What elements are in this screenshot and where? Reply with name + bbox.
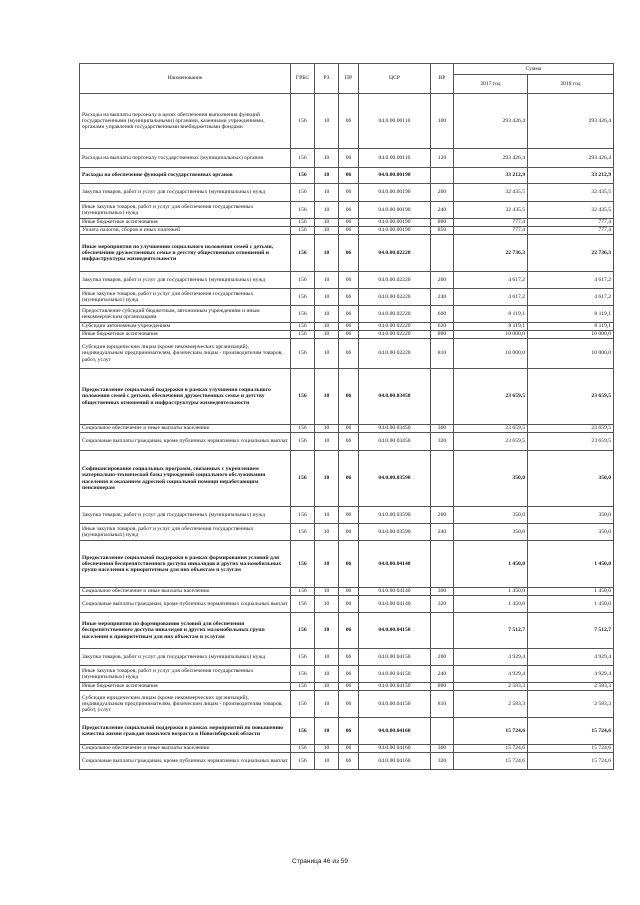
cell-vr	[431, 235, 454, 272]
cell-pr: 06	[339, 339, 359, 369]
cell-sum-2017: 32 435,5	[454, 184, 528, 202]
cell-grbs: 156	[291, 149, 315, 168]
cell-name: Предоставление социальной поддержки в рамках формирования условий для обеспечения беспрепятственного доступа инвалидов и других маломобильных групп населения к приоритетным для них объектам и услугам	[80, 541, 291, 588]
cell-name: Предоставление социальной поддержки в рамках мероприятий по повышению качества жизни граждан пожилого возраста в Новосибирской области	[80, 718, 291, 745]
cell-csr: 04.0.00.00190	[359, 168, 431, 184]
cell-rz: 10	[315, 613, 339, 649]
cell-pr: 06	[339, 718, 359, 745]
cell-rz: 10	[315, 718, 339, 745]
cell-name: Социальное обеспечение и иные выплаты населению	[80, 588, 291, 596]
cell-rz: 10	[315, 683, 339, 691]
cell-pr: 06	[339, 596, 359, 613]
cell-sum-2018: 4 617,2	[528, 272, 614, 289]
table-row	[80, 306, 614, 323]
cell-rz: 10	[315, 745, 339, 753]
table-row-section	[80, 451, 614, 507]
cell-rz: 10	[315, 219, 339, 227]
cell-sum-2017: 2 583,3	[454, 691, 528, 718]
cell-vr: 620	[431, 323, 454, 331]
cell-csr: 04.0.00.00110	[359, 149, 431, 168]
cell-csr: 04.0.00.02220	[359, 235, 431, 272]
cell-grbs: 156	[291, 718, 315, 745]
cell-grbs: 156	[291, 433, 315, 451]
cell-name: Социальное обеспечение и иные выплаты населению	[80, 745, 291, 753]
cell-csr: 04.0.00.04150	[359, 613, 431, 649]
cell-vr: 200	[431, 507, 454, 524]
cell-pr: 06	[339, 745, 359, 753]
cell-vr: 200	[431, 272, 454, 289]
cell-grbs: 156	[291, 666, 315, 683]
cell-name: Закупка товаров, работ и услуг для государственных (муниципальных) нужд	[80, 649, 291, 666]
cell-pr: 06	[339, 227, 359, 235]
cell-sum-2017: 4 929,4	[454, 666, 528, 683]
cell-csr: 04.0.00.03450	[359, 433, 431, 451]
cell-sum-2018: 4 929,4	[528, 649, 614, 666]
cell-grbs: 156	[291, 184, 315, 202]
cell-csr: 04.0.00.00190	[359, 184, 431, 202]
cell-sum-2017: 350,0	[454, 507, 528, 524]
cell-sum-2018: 1 450,0	[528, 588, 614, 596]
cell-vr: 800	[431, 683, 454, 691]
cell-name: Иные закупки товаров, работ и услуг для обеспечения государственных (муниципальных) нужд	[80, 524, 291, 541]
table-row	[80, 649, 614, 666]
cell-sum-2017: 23 659,5	[454, 425, 528, 433]
cell-sum-2017: 8 119,1	[454, 306, 528, 323]
cell-pr: 06	[339, 433, 359, 451]
cell-vr	[431, 369, 454, 425]
cell-sum-2018: 4 929,4	[528, 666, 614, 683]
cell-grbs: 156	[291, 613, 315, 649]
cell-name: Иные бюджетные ассигнования	[80, 683, 291, 691]
cell-name: Социальное обеспечение и иные выплаты населению	[80, 425, 291, 433]
cell-csr: 04.0.00.04150	[359, 691, 431, 718]
cell-sum-2017: 33 212,9	[454, 168, 528, 184]
cell-sum-2017: 350,0	[454, 451, 528, 507]
cell-sum-2017: 1 450,0	[454, 541, 528, 588]
cell-pr: 06	[339, 425, 359, 433]
table-row	[80, 339, 614, 369]
cell-pr: 06	[339, 235, 359, 272]
cell-grbs: 156	[291, 524, 315, 541]
cell-pr: 06	[339, 451, 359, 507]
cell-vr: 300	[431, 745, 454, 753]
cell-rz: 10	[315, 649, 339, 666]
header-csr: ЦСР	[359, 64, 431, 94]
header-pr: ПР	[339, 64, 359, 94]
cell-sum-2018: 32 435,5	[528, 184, 614, 202]
cell-csr: 04.0.00.00190	[359, 227, 431, 235]
cell-csr: 04.0.00.00190	[359, 202, 431, 219]
header-name: Наименование	[80, 64, 291, 94]
cell-vr: 300	[431, 588, 454, 596]
cell-sum-2018: 293 426,4	[528, 149, 614, 168]
cell-name: Иные бюджетные ассигнования	[80, 331, 291, 339]
cell-pr: 06	[339, 202, 359, 219]
cell-sum-2017: 15 724,6	[454, 753, 528, 770]
table-row-section	[80, 541, 614, 588]
cell-name: Расходы на обеспечение функций государственных органов	[80, 168, 291, 184]
cell-sum-2017: 293 426,4	[454, 94, 528, 149]
cell-rz: 10	[315, 202, 339, 219]
cell-name: Предоставление субсидий бюджетным, автономным учреждениям и иным некоммерческим организациям	[80, 306, 291, 323]
table-row	[80, 588, 614, 596]
cell-sum-2017: 777,4	[454, 227, 528, 235]
header-vr: ВР	[431, 64, 454, 94]
cell-sum-2018: 350,0	[528, 524, 614, 541]
cell-pr: 06	[339, 323, 359, 331]
cell-grbs: 156	[291, 649, 315, 666]
cell-name: Уплата налогов, сборов и иных платежей	[80, 227, 291, 235]
table-row	[80, 524, 614, 541]
cell-grbs: 156	[291, 219, 315, 227]
cell-sum-2018: 15 724,6	[528, 753, 614, 770]
cell-sum-2017: 15 724,6	[454, 718, 528, 745]
cell-sum-2018: 7 512,7	[528, 613, 614, 649]
cell-sum-2018: 15 724,6	[528, 718, 614, 745]
cell-csr: 04.0.00.03590	[359, 524, 431, 541]
cell-pr: 06	[339, 149, 359, 168]
cell-name: Субсидии автономным учреждениям	[80, 323, 291, 331]
cell-rz: 10	[315, 235, 339, 272]
cell-csr: 04.0.00.02220	[359, 272, 431, 289]
cell-rz: 10	[315, 289, 339, 306]
header-grbs: ГРБС	[291, 64, 315, 94]
cell-pr: 06	[339, 219, 359, 227]
cell-grbs: 156	[291, 94, 315, 149]
cell-name: Иные мероприятия по улучшению социального положения семей с детьми, обеспечению дружественных семье и детству общественных отношений и инфраструктуры жизнедеятельности	[80, 235, 291, 272]
cell-name: Закупка товаров, работ и услуг для государственных (муниципальных) нужд	[80, 507, 291, 524]
cell-vr	[431, 451, 454, 507]
cell-rz: 10	[315, 331, 339, 339]
cell-sum-2018: 8 119,1	[528, 306, 614, 323]
cell-sum-2017: 23 659,5	[454, 369, 528, 425]
cell-grbs: 156	[291, 588, 315, 596]
cell-rz: 10	[315, 666, 339, 683]
cell-grbs: 156	[291, 235, 315, 272]
cell-vr: 240	[431, 524, 454, 541]
table-row-section	[80, 369, 614, 425]
cell-csr: 04.0.00.03590	[359, 451, 431, 507]
cell-grbs: 156	[291, 683, 315, 691]
cell-grbs: 156	[291, 306, 315, 323]
table-row	[80, 227, 614, 235]
cell-grbs: 156	[291, 745, 315, 753]
cell-sum-2018: 1 450,0	[528, 596, 614, 613]
cell-vr: 850	[431, 227, 454, 235]
cell-grbs: 156	[291, 272, 315, 289]
cell-grbs: 156	[291, 369, 315, 425]
cell-vr: 810	[431, 691, 454, 718]
table-row-section	[80, 718, 614, 745]
table-row	[80, 433, 614, 451]
cell-pr: 06	[339, 666, 359, 683]
cell-name: Расходы на выплаты персоналу государственных (муниципальных) органов	[80, 149, 291, 168]
cell-name: Расходы на выплаты персоналу в целях обеспечения выполнения функций государственными (муниципальными) органами, казенными учреждениями, органами управления государственными внебюджетными фондами	[80, 94, 291, 149]
cell-sum-2017: 4 617,2	[454, 272, 528, 289]
cell-pr: 06	[339, 272, 359, 289]
cell-sum-2018: 2 583,3	[528, 691, 614, 718]
table-header	[80, 64, 614, 94]
cell-rz: 10	[315, 227, 339, 235]
cell-vr: 320	[431, 753, 454, 770]
cell-rz: 10	[315, 524, 339, 541]
table-row	[80, 94, 614, 149]
cell-rz: 10	[315, 691, 339, 718]
cell-sum-2018: 33 212,9	[528, 168, 614, 184]
table-row-section	[80, 235, 614, 272]
cell-pr: 06	[339, 94, 359, 149]
cell-csr: 04.0.00.04150	[359, 683, 431, 691]
cell-rz: 10	[315, 588, 339, 596]
cell-pr: 06	[339, 306, 359, 323]
cell-sum-2017: 22 736,3	[454, 235, 528, 272]
cell-sum-2017: 8 119,1	[454, 323, 528, 331]
cell-sum-2018: 350,0	[528, 451, 614, 507]
cell-sum-2018: 1 450,0	[528, 541, 614, 588]
cell-sum-2017: 23 659,5	[454, 433, 528, 451]
cell-vr	[431, 168, 454, 184]
cell-pr: 06	[339, 613, 359, 649]
cell-csr: 04.0.00.04150	[359, 666, 431, 683]
cell-sum-2018: 293 426,4	[528, 94, 614, 149]
cell-rz: 10	[315, 306, 339, 323]
cell-rz: 10	[315, 94, 339, 149]
cell-csr: 04.0.00.00110	[359, 94, 431, 149]
cell-grbs: 156	[291, 541, 315, 588]
cell-pr: 06	[339, 541, 359, 588]
cell-pr: 06	[339, 369, 359, 425]
table-row-section	[80, 613, 614, 649]
cell-sum-2018: 23 659,5	[528, 369, 614, 425]
cell-csr: 04.0.00.03590	[359, 507, 431, 524]
cell-vr: 200	[431, 184, 454, 202]
header-sum: Сумма	[454, 64, 614, 75]
cell-rz: 10	[315, 433, 339, 451]
cell-grbs: 156	[291, 323, 315, 331]
cell-rz: 10	[315, 168, 339, 184]
cell-vr: 300	[431, 425, 454, 433]
table-row-section	[80, 168, 614, 184]
cell-grbs: 156	[291, 425, 315, 433]
cell-csr: 04.0.00.04140	[359, 541, 431, 588]
cell-sum-2018: 15 724,6	[528, 745, 614, 753]
cell-rz: 10	[315, 323, 339, 331]
cell-csr: 04.0.00.04140	[359, 596, 431, 613]
cell-sum-2018: 4 617,2	[528, 289, 614, 306]
cell-csr: 04.0.00.03450	[359, 369, 431, 425]
cell-sum-2018: 8 119,1	[528, 323, 614, 331]
cell-pr: 06	[339, 588, 359, 596]
table-row	[80, 184, 614, 202]
cell-vr: 800	[431, 219, 454, 227]
cell-vr: 120	[431, 149, 454, 168]
cell-sum-2018: 777,4	[528, 227, 614, 235]
cell-grbs: 156	[291, 331, 315, 339]
cell-grbs: 156	[291, 339, 315, 369]
cell-sum-2018: 777,4	[528, 219, 614, 227]
cell-rz: 10	[315, 339, 339, 369]
table-row	[80, 272, 614, 289]
cell-vr	[431, 613, 454, 649]
cell-vr: 810	[431, 339, 454, 369]
cell-sum-2017: 293 426,4	[454, 149, 528, 168]
cell-pr: 06	[339, 507, 359, 524]
budget-table	[79, 63, 614, 770]
cell-csr: 04.0.00.02220	[359, 306, 431, 323]
table-row	[80, 289, 614, 306]
cell-sum-2018: 23 659,5	[528, 425, 614, 433]
cell-csr: 04.0.00.03450	[359, 425, 431, 433]
header-rz: РЗ	[315, 64, 339, 94]
cell-name: Субсидии юридическим лицам (кроме некоммерческих организаций), индивидуальным предпринимателям, физическим лицам - производителям товаров, работ, услуг	[80, 691, 291, 718]
cell-name: Субсидии юридическим лицам (кроме некоммерческих организаций), индивидуальным предпринимателям, физическим лицам - производителям товаров, работ, услуг	[80, 339, 291, 369]
cell-name: Иные мероприятия по формированию условий для обеспечения беспрепятственного доступа инвалидов и других маломобильных групп населения к приоритетным для них объектам и услугам	[80, 613, 291, 649]
cell-rz: 10	[315, 451, 339, 507]
cell-sum-2017: 4 929,4	[454, 649, 528, 666]
cell-name: Социальные выплаты гражданам, кроме публичных нормативных социальных выплат	[80, 433, 291, 451]
cell-vr	[431, 718, 454, 745]
table-row	[80, 666, 614, 683]
table-row	[80, 596, 614, 613]
cell-sum-2018: 32 435,5	[528, 202, 614, 219]
cell-name: Иные закупки товаров, работ и услуг для обеспечения государственных (муниципальных) нужд	[80, 202, 291, 219]
cell-sum-2017: 7 512,7	[454, 613, 528, 649]
cell-csr: 04.0.00.04160	[359, 718, 431, 745]
cell-rz: 10	[315, 272, 339, 289]
cell-sum-2017: 32 435,5	[454, 202, 528, 219]
cell-vr: 320	[431, 433, 454, 451]
cell-sum-2018: 2 583,3	[528, 683, 614, 691]
cell-grbs: 156	[291, 168, 315, 184]
cell-rz: 10	[315, 507, 339, 524]
cell-sum-2017: 10 000,0	[454, 339, 528, 369]
cell-vr	[431, 541, 454, 588]
header-2017: 2017 год	[454, 75, 528, 94]
cell-vr: 600	[431, 306, 454, 323]
cell-csr: 04.0.00.04160	[359, 745, 431, 753]
cell-pr: 06	[339, 289, 359, 306]
cell-grbs: 156	[291, 691, 315, 718]
table-body	[80, 94, 614, 770]
cell-csr: 04.0.00.02220	[359, 339, 431, 369]
cell-rz: 10	[315, 149, 339, 168]
cell-name: Софинансирование социальных программ, связанных с укреплением материально-технической базы учреждений социального обслуживания населения и оказанием адресной социальной помощи неработающим пенсионерам	[80, 451, 291, 507]
cell-vr: 240	[431, 666, 454, 683]
cell-vr: 240	[431, 289, 454, 306]
cell-sum-2017: 350,0	[454, 524, 528, 541]
cell-csr: 04.0.00.02220	[359, 289, 431, 306]
cell-csr: 04.0.00.04140	[359, 588, 431, 596]
cell-grbs: 156	[291, 507, 315, 524]
cell-vr: 320	[431, 596, 454, 613]
cell-pr: 06	[339, 649, 359, 666]
cell-sum-2017: 1 450,0	[454, 588, 528, 596]
header-2018: 2018 год	[528, 75, 614, 94]
cell-name: Социальные выплаты гражданам, кроме публичных нормативных социальных выплат	[80, 596, 291, 613]
cell-pr: 06	[339, 168, 359, 184]
cell-sum-2017: 777,4	[454, 219, 528, 227]
table-row	[80, 323, 614, 331]
cell-csr: 04.0.00.04160	[359, 753, 431, 770]
cell-pr: 06	[339, 524, 359, 541]
cell-rz: 10	[315, 596, 339, 613]
table-row	[80, 219, 614, 227]
table-row	[80, 507, 614, 524]
cell-rz: 10	[315, 753, 339, 770]
cell-sum-2017: 4 617,2	[454, 289, 528, 306]
cell-grbs: 156	[291, 753, 315, 770]
table-row	[80, 425, 614, 433]
cell-grbs: 156	[291, 202, 315, 219]
cell-sum-2018: 350,0	[528, 507, 614, 524]
cell-vr: 200	[431, 649, 454, 666]
cell-pr: 06	[339, 184, 359, 202]
table-row	[80, 149, 614, 168]
cell-sum-2018: 10 000,0	[528, 331, 614, 339]
cell-sum-2017: 10 000,0	[454, 331, 528, 339]
cell-csr: 04.0.00.02220	[359, 323, 431, 331]
cell-name: Иные закупки товаров, работ и услуг для обеспечения государственных (муниципальных) нужд	[80, 666, 291, 683]
cell-vr: 240	[431, 202, 454, 219]
cell-pr: 06	[339, 683, 359, 691]
cell-grbs: 156	[291, 596, 315, 613]
cell-name: Предоставление социальной поддержки в рамках улучшения социального положения семей с детьми, обеспечения дружественных семье и детству общественных отношений и инфраструктуры жизнедеятельности	[80, 369, 291, 425]
cell-sum-2017: 1 450,0	[454, 596, 528, 613]
cell-rz: 10	[315, 425, 339, 433]
table-row	[80, 683, 614, 691]
cell-csr: 04.0.00.02220	[359, 331, 431, 339]
cell-sum-2018: 23 659,5	[528, 433, 614, 451]
cell-vr: 800	[431, 331, 454, 339]
table-row	[80, 331, 614, 339]
cell-csr: 04.0.00.00190	[359, 219, 431, 227]
cell-name: Закупка товаров, работ и услуг для государственных (муниципальных) нужд	[80, 272, 291, 289]
cell-name: Закупка товаров, работ и услуг для государственных (муниципальных) нужд	[80, 184, 291, 202]
cell-rz: 10	[315, 541, 339, 588]
cell-name: Социальные выплаты гражданам, кроме публичных нормативных социальных выплат	[80, 753, 291, 770]
table-row	[80, 691, 614, 718]
cell-sum-2017: 15 724,6	[454, 745, 528, 753]
cell-sum-2018: 10 000,0	[528, 339, 614, 369]
table-row	[80, 745, 614, 753]
cell-name: Иные бюджетные ассигнования	[80, 219, 291, 227]
cell-sum-2018: 22 736,3	[528, 235, 614, 272]
table-row	[80, 202, 614, 219]
cell-pr: 06	[339, 753, 359, 770]
cell-pr: 06	[339, 331, 359, 339]
cell-grbs: 156	[291, 227, 315, 235]
page-number: Страница 46 из 59	[292, 858, 348, 865]
cell-vr: 100	[431, 94, 454, 149]
cell-csr: 04.0.00.04150	[359, 649, 431, 666]
cell-pr: 06	[339, 691, 359, 718]
cell-name: Иные закупки товаров, работ и услуг для обеспечения государственных (муниципальных) нужд	[80, 289, 291, 306]
cell-grbs: 156	[291, 451, 315, 507]
cell-sum-2017: 2 583,3	[454, 683, 528, 691]
table-row	[80, 753, 614, 770]
cell-grbs: 156	[291, 289, 315, 306]
cell-rz: 10	[315, 184, 339, 202]
cell-rz: 10	[315, 369, 339, 425]
